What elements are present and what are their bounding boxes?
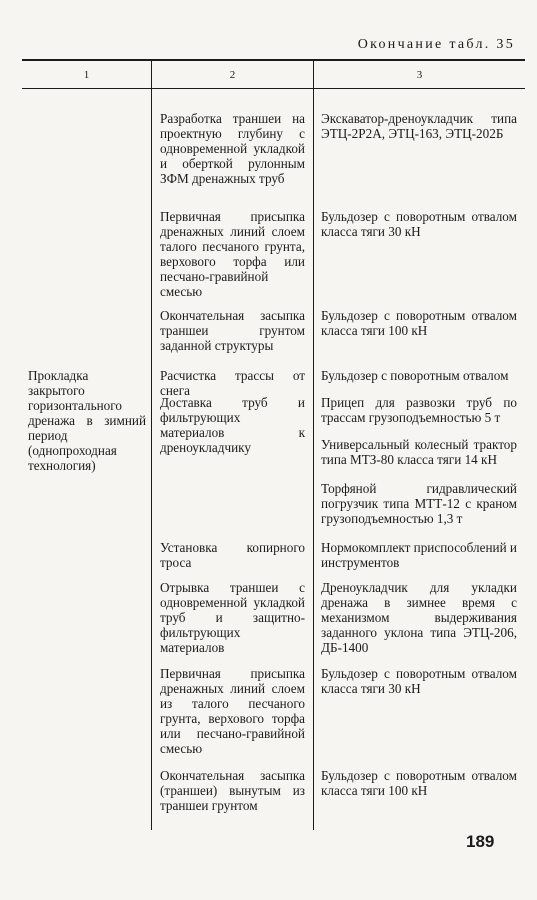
table-caption: Окончание табл. 35 — [357, 37, 515, 52]
operation-cell: Установка копирного троса — [160, 540, 305, 570]
equipment-cell: Бульдозер с поворотным отвалом класса тяги 30 кН — [321, 666, 517, 696]
operation-cell: Окончательная засыпка (траншеи) вынутым из траншеи грунтом — [160, 768, 305, 813]
equipment-cell: Бульдозер с поворотным отвалом класса тяги 30 кН — [321, 209, 517, 239]
equipment-cell: Бульдозер с поворотным отвалом — [321, 368, 509, 383]
column-header-3: 3 — [416, 69, 423, 81]
page-number: 189 — [466, 832, 495, 851]
header-bottom-rule — [22, 88, 525, 89]
equipment-cell: Прицеп для развозки труб по трассам грузоподъемностью 5 т — [321, 395, 517, 425]
operation-cell: Отрывка траншеи с одновременной укладкой труб и защитно-фильтрующих материалов — [160, 580, 305, 655]
equipment-cell: Бульдозер с поворотным отвалом класса тяги 100 кН — [321, 768, 517, 798]
work-type-cell: Прокладка закрытого горизонтального дренажа в зимний период (однопроходная технология) — [28, 368, 146, 473]
equipment-cell: Универсальный колесный трактор типа МТЗ-80 класса тяги 14 кН — [321, 437, 517, 467]
operation-cell: Первичная присыпка дренажных линий слоем талого песчаного грунта, верхового торфа или песчано-гравийной смесью — [160, 209, 305, 299]
column-divider-1 — [151, 59, 152, 830]
operation-cell: Окончательная засыпка траншеи грунтом заданной структуры — [160, 308, 305, 353]
operation-cell: Расчистка трассы от снега — [160, 368, 305, 398]
table-top-rule — [22, 59, 525, 61]
column-header-1: 1 — [83, 69, 90, 81]
equipment-cell: Экскаватор-дреноукладчик типа ЭТЦ-2Р2А, ЭТЦ-163, ЭТЦ-202Б — [321, 111, 517, 141]
equipment-cell: Нормокомплект приспособлений и инструментов — [321, 540, 517, 570]
column-header-2: 2 — [229, 69, 236, 81]
operation-cell: Доставка труб и фильтрующих материалов к дреноукладчику — [160, 395, 305, 455]
column-divider-2 — [313, 59, 314, 830]
equipment-cell: Дреноукладчик для укладки дренажа в зимнее время с механизмом выдерживания заданного уклона типа ЭТЦ-206, ДБ-1400 — [321, 580, 517, 655]
operation-cell: Разработка траншеи на проектную глубину с одновременной укладкой и оберткой рулонным ЗФМ дренажных труб — [160, 111, 305, 186]
operation-cell: Первичная присыпка дренажных линий слоем из талого песчаного грунта, верхового торфа или песчано-гравийной смесью — [160, 666, 305, 756]
equipment-cell: Торфяной гидравлический погрузчик типа МТТ-12 с краном грузоподъемностью 1,3 т — [321, 481, 517, 526]
equipment-cell: Бульдозер с поворотным отвалом класса тяги 100 кН — [321, 308, 517, 338]
